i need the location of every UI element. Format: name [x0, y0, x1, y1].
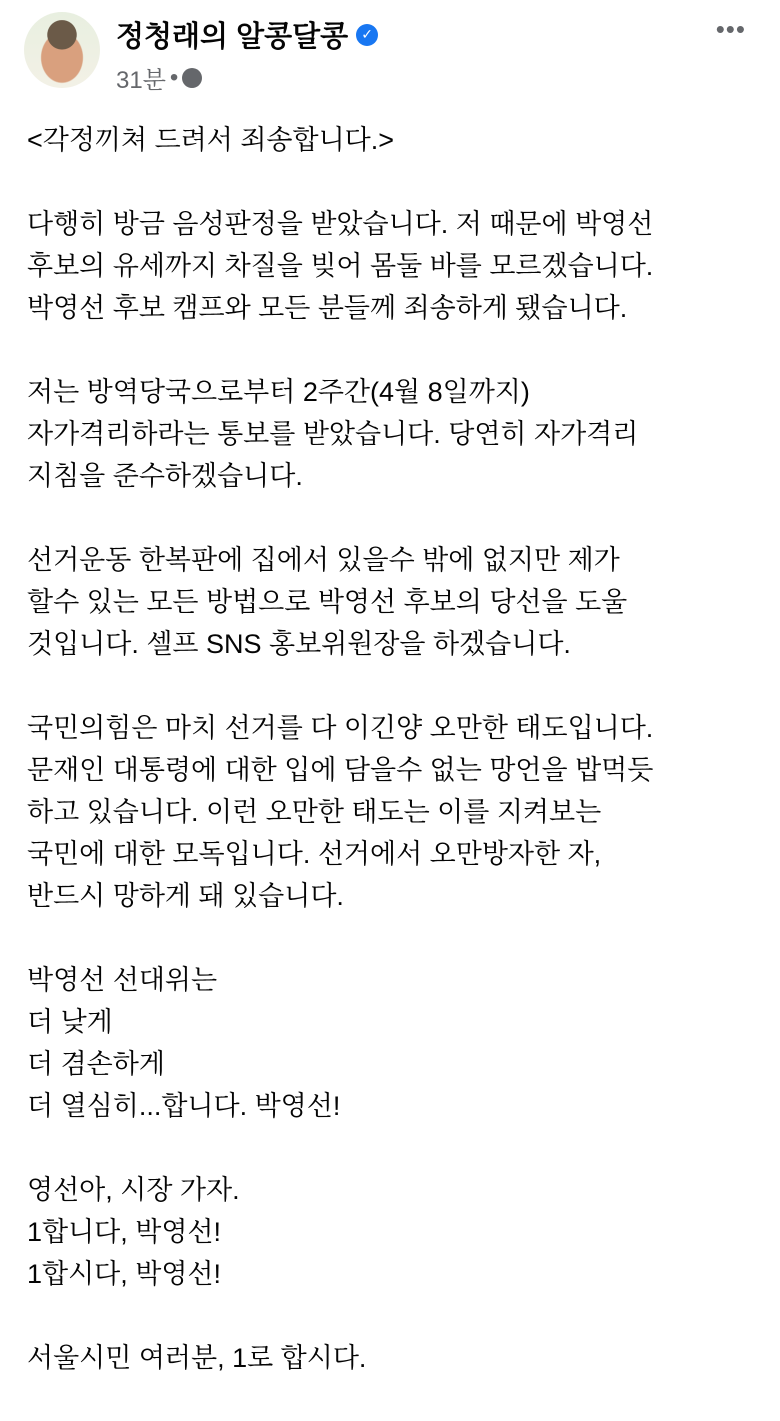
verified-badge-icon: ✓	[356, 24, 378, 46]
author-name[interactable]: 정청래의 알콩달콩	[116, 21, 349, 53]
more-options-icon[interactable]: •••	[715, 14, 746, 44]
post-body	[27, 119, 767, 1421]
post-paragraph: 저는 방역당국으로부터 2주간(4월 8일까지) 자가격리하라는 통보를 받았습니다. 당연히 자가격리 지침을 준수하겠습니다.	[27, 377, 639, 491]
post-paragraph: 국민의힘은 마치 선거를 다 이긴양 오만한 태도입니다. 문재인 대통령에 대한 입에 담을수 없는 망언을 밥먹듯 하고 있습니다. 이런 오만한 태도는 이를 지켜보는 국민에 대한 모독입니다. 선거에서 오만방자한 자, 반드시 망하게 돼 있습니다.	[27, 713, 654, 911]
author-name-row	[116, 14, 378, 55]
meta-separator: •	[169, 63, 179, 91]
post-paragraph: 선거운동 한복판에 집에서 있을수 밖에 없지만 제가 할수 있는 모든 방법으로 박영선 후보의 당선을 도울 것입니다. 셀프 SNS 홍보위원장을 하겠습니다.	[27, 545, 628, 659]
globe-icon	[182, 68, 202, 88]
author-avatar[interactable]	[24, 12, 100, 88]
post-paragraph: 서울시민 여러분, 1로 합시다.	[27, 1343, 367, 1373]
post-paragraph: <각정끼쳐 드려서 죄송합니다.>	[27, 125, 395, 155]
post-time[interactable]: 31분	[116, 67, 166, 94]
post-paragraph: 다행히 방금 음성판정을 받았습니다. 저 때문에 박영선 후보의 유세까지 차질을 빚어 몸둘 바를 모르겠습니다. 박영선 후보 캠프와 모든 분들께 죄송하게 됐습니다.	[27, 209, 654, 323]
post-paragraph: 영선아, 시장 가자. 1합니다, 박영선! 1합시다, 박영선!	[27, 1175, 240, 1289]
post-meta	[116, 60, 202, 95]
post-paragraph: 박영선 선대위는 더 낮게 더 겸손하게 더 열심히...합니다. 박영선!	[27, 965, 341, 1121]
